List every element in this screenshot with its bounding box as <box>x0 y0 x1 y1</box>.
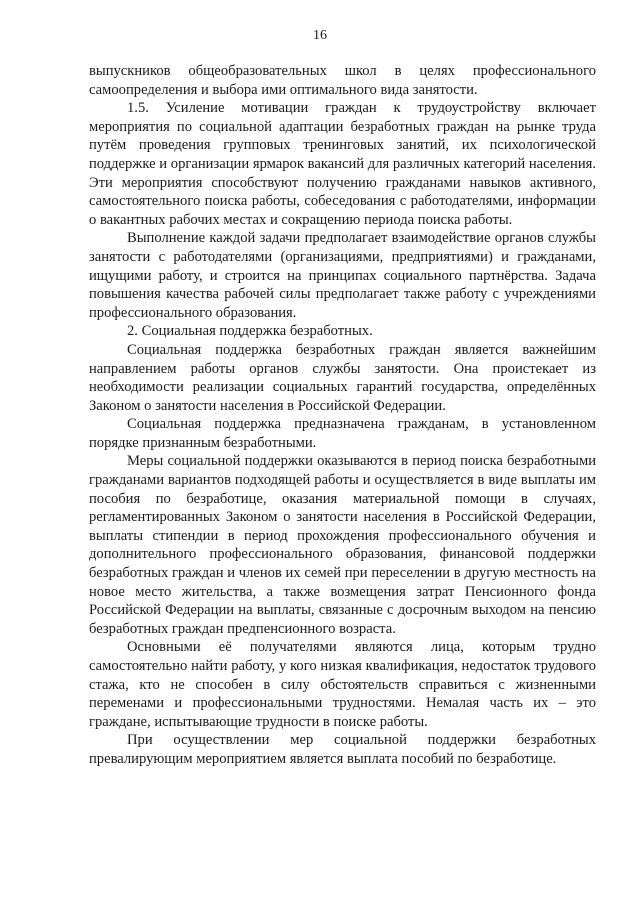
paragraph: Меры социальной поддержки оказываются в период поиска безработными гражданами вариантов подходящей работы и осуществляется в виде выплаты им пособия по безработице, оказания материальной помощи в случаях, регламентированных Законом о занятости населения в Российской Федерации, выплаты стипендии в период прохождения профессионального обучения и дополнительного профессионального образования, финансовой поддержки безработных граждан и членов их семей при переселении в другую местность на новое место жительства, а также возмещения затрат Пенсионного фонда Российской Федерации на выплаты, связанные с досрочным выходом на пенсию безработных граждан предпенсионного возраста. <box>89 453 596 637</box>
section-heading: 2. Социальная поддержка безработных. <box>127 323 373 340</box>
paragraph: Выполнение каждой задачи предполагает взаимодействие органов службы занятости с работодателями (организациями, предприятиями) и гражданами, ищущими работу, и строится на принципах социального партнёрства. Задача повышения качества рабочей силы предполагает также работу с учреждениями профессионального образования. <box>89 230 596 321</box>
paragraph: Основными её получателями являются лица, которым трудно самостоятельно найти работу, у кого низкая квалификация, недостаток трудового стажа, кто не способен в силу обстоятельств справиться с жизненными переменами и профессиональными трудностями. Немалая часть их – это граждане, испытывающие трудности в поиске работы. <box>89 639 596 730</box>
paragraph: Социальная поддержка предназначена гражданам, в установленном порядке признанным безработными. <box>89 416 596 451</box>
page-number: 16 <box>313 28 327 43</box>
paragraph: 1.5. Усиление мотивации граждан к трудоустройству включает мероприятия по социальной адаптации безработных граждан на рынке труда путём проведения групповых тренинговых занятий, их психологической поддержке и организации ярмарок вакансий для различных категорий населения. Эти мероприятия способствуют получению гражданами навыков активного, самостоятельного поиска работы, собеседования с работодателями, информации о вакантных рабочих местах и сокращению периода поиска работы. <box>89 100 596 228</box>
paragraph: выпускников общеобразовательных школ в целях профессионального самоопределения и выбора ими оптимального вида занятости. <box>89 63 596 98</box>
document-body <box>89 62 596 769</box>
paragraph: Социальная поддержка безработных граждан является важнейшим направлением работы органов службы занятости. Она проистекает из необходимости реализации социальных гарантий государства, определённых Законом о занятости населения в Российской Федерации. <box>89 341 596 414</box>
paragraph: При осуществлении мер социальной поддержки безработных превалирующим мероприятием является выплата пособий по безработице. <box>89 732 596 767</box>
